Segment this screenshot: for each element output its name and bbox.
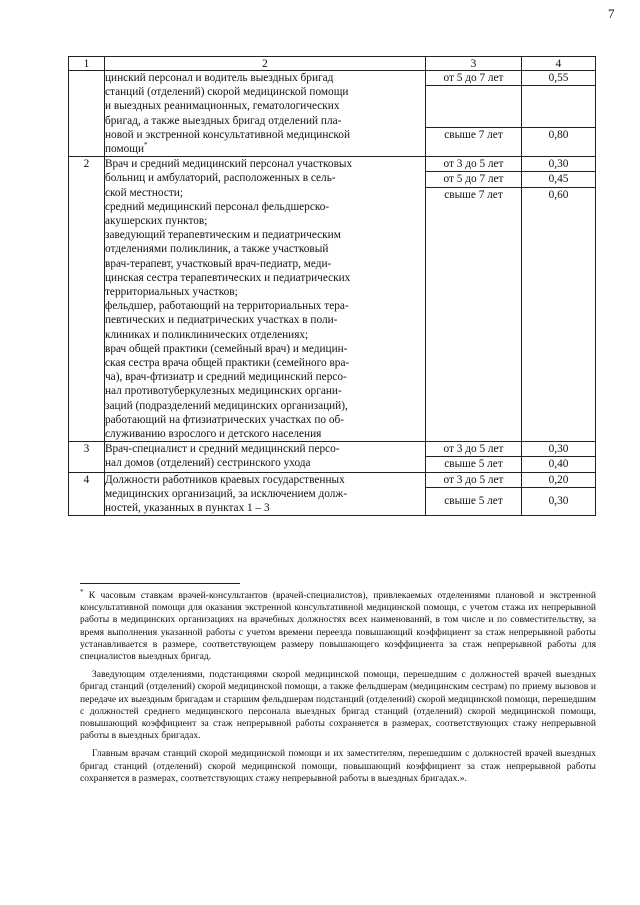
desc-line: больниц и амбулаторий, расположенных в сель- — [105, 172, 336, 185]
coef-value: 0,30 — [522, 442, 595, 457]
desc-line: служиванию взрослого и детского населения — [105, 428, 322, 441]
period-cell — [426, 157, 522, 442]
period-value: свыше 7 лет — [444, 129, 503, 142]
coef-value: 0,60 — [548, 188, 569, 201]
desc-line: заций (подразделений медицинских организаций), — [105, 399, 348, 412]
desc-line: клиниках и поликлинических отделениях; — [105, 328, 309, 341]
table-row — [69, 442, 596, 472]
desc-line: нал противотуберкулезных медицинских органи- — [105, 385, 342, 398]
desc-line: и выездных реанимационных, гематологических — [105, 100, 340, 113]
coefficient-table — [68, 56, 596, 516]
coef-value: 0,45 — [522, 172, 595, 187]
desc-line: Должности работников краевых государственных — [105, 473, 345, 486]
header-col-2: 2 — [105, 57, 426, 71]
period-value: свыше 7 лет — [444, 188, 503, 201]
desc-line: отделениями поликлиник, а также участковый — [105, 243, 329, 256]
header-col-3: 3 — [426, 57, 522, 71]
desc-line: цинский персонал и водитель выездных бригад — [105, 72, 334, 84]
table-row — [69, 157, 596, 442]
period-value: от 3 до 5 лет — [426, 473, 521, 488]
desc-line: бригад, а также выездных бригад отделений пла- — [105, 114, 342, 127]
desc-line: медицинских организаций, за исключением долж- — [105, 487, 347, 500]
desc-line: певтических и педиатрических участках в поли- — [105, 314, 338, 327]
table-row — [69, 71, 596, 157]
footnote-paragraph: * К часовым ставкам врачей-консультантов (врачей-специалистов), привлекаемых отделениями плановой и экстренной консультативной помощи для оказания экстренной консультативной медицинской помощи, с учетом стажа их непрерывной работы в медицинских организациях на врачебных должностях всех наименований, в том числе и по совместительству, за время выполнения указанной работы с учетом времени переезда повышающий коэффициент за стаж непрерывной работы устанавливается в размере, соответствующем размеру повышающего коэффициента за стаж непрерывной работы для специалистов выездных бригад. — [80, 587, 596, 663]
row-description — [105, 442, 426, 472]
desc-line: Врач-специалист и средний медицинский персо- — [105, 443, 340, 456]
desc-line: ча), врач-фтизиатр и средний медицинский персо- — [105, 371, 347, 384]
header-col-4: 4 — [522, 57, 596, 71]
period-cell — [426, 71, 522, 157]
desc-line: территориальных участков; — [105, 286, 238, 299]
desc-line: ской местности; — [105, 186, 183, 199]
desc-line: станций (отделений) скорой медицинской помощи — [105, 86, 349, 99]
row-number: 4 — [69, 472, 105, 516]
period-value: от 5 до 7 лет — [426, 172, 521, 187]
footnote-mark: * — [144, 141, 148, 150]
desc-line: акушерских пунктов; — [105, 215, 208, 228]
coef-value: 0,40 — [548, 458, 569, 471]
table-row — [69, 472, 596, 516]
period-value: свыше 5 лет — [444, 494, 503, 507]
desc-line: средний медицинский персонал фельдшерско- — [105, 200, 330, 213]
period-value: от 5 до 7 лет — [426, 71, 521, 86]
coef-cell — [522, 442, 596, 472]
row-description — [105, 71, 426, 157]
coef-value: 0,80 — [548, 129, 569, 142]
footnote-mark: * — [80, 587, 84, 596]
coef-value: 0,30 — [522, 157, 595, 172]
desc-line: ская сестра врача общей практики (семейного вра- — [105, 357, 350, 370]
desc-line: Врач и средний медицинский персонал участковых — [105, 158, 353, 171]
desc-line: цинская сестра терапевтических и педиатрических — [105, 271, 351, 284]
period-value: свыше 5 лет — [444, 458, 503, 471]
row-number: 3 — [69, 442, 105, 472]
footnote-separator — [80, 583, 240, 584]
desc-line: нал домов (отделений) сестринского ухода — [105, 457, 311, 470]
period-value: от 3 до 5 лет — [426, 157, 521, 172]
coef-value: 0,20 — [522, 473, 595, 488]
coef-value: 0,55 — [522, 71, 595, 86]
period-value: от 3 до 5 лет — [426, 442, 521, 457]
row-description — [105, 472, 426, 516]
coef-cell — [522, 472, 596, 516]
header-col-1: 1 — [69, 57, 105, 71]
coef-value: 0,30 — [548, 494, 569, 507]
desc-line: новой и экстренной консультативной медицинской — [105, 128, 350, 141]
desc-line: врач-терапевт, участковый врач-педиатр, меди- — [105, 257, 332, 270]
desc-line: помощи* — [105, 141, 148, 156]
footnote-paragraph: Заведующим отделениями, подстанциями скорой медицинской помощи, перешедшим с должностей врачей выездных бригад станций (отделений) скорой медицинской помощи, а также фельдшерам (медицинским сестрам) по приему вызовов и передаче их выездным бригадам и старшим фельдшерам подстанций (отделений) скорой медицинской помощи, перешедшим с должностей среднего медицинского персонала выездных бригад станций (отделений) скорой медицинской помощи, повышающий коэффициент за стаж непрерывной работы сохраняется в размерах, соответствующих стажу непрерывной работы в выездных бригадах. — [80, 669, 596, 742]
page-number: 7 — [608, 6, 615, 21]
row-number: 2 — [69, 157, 105, 442]
desc-line: врач общей практики (семейный врач) и медицин- — [105, 342, 348, 355]
period-cell — [426, 442, 522, 472]
desc-line: фельдшер, работающий на территориальных тера- — [105, 300, 349, 313]
footnote-paragraph: Главным врачам станций скорой медицинской помощи и их заместителям, перешедшим с должностей врачей выездных бригад станций (отделений) скорой медицинской помощи, повышающий коэффициент за стаж непрерывной работы сохраняется в размерах, соответствующих стажу непрерывной работы в выездных бригадах.». — [80, 748, 596, 784]
desc-line: работающий на фтизиатрических участках по об- — [105, 413, 345, 426]
row-number — [69, 71, 105, 157]
table-header-row — [69, 57, 596, 71]
coef-cell — [522, 71, 596, 157]
desc-line: ностей, указанных в пунктах 1 – 3 — [105, 502, 270, 515]
coef-cell — [522, 157, 596, 442]
desc-line: заведующий терапевтическим и педиатрическим — [105, 229, 341, 242]
footnotes — [80, 587, 596, 791]
period-cell — [426, 472, 522, 516]
row-description — [105, 157, 426, 442]
